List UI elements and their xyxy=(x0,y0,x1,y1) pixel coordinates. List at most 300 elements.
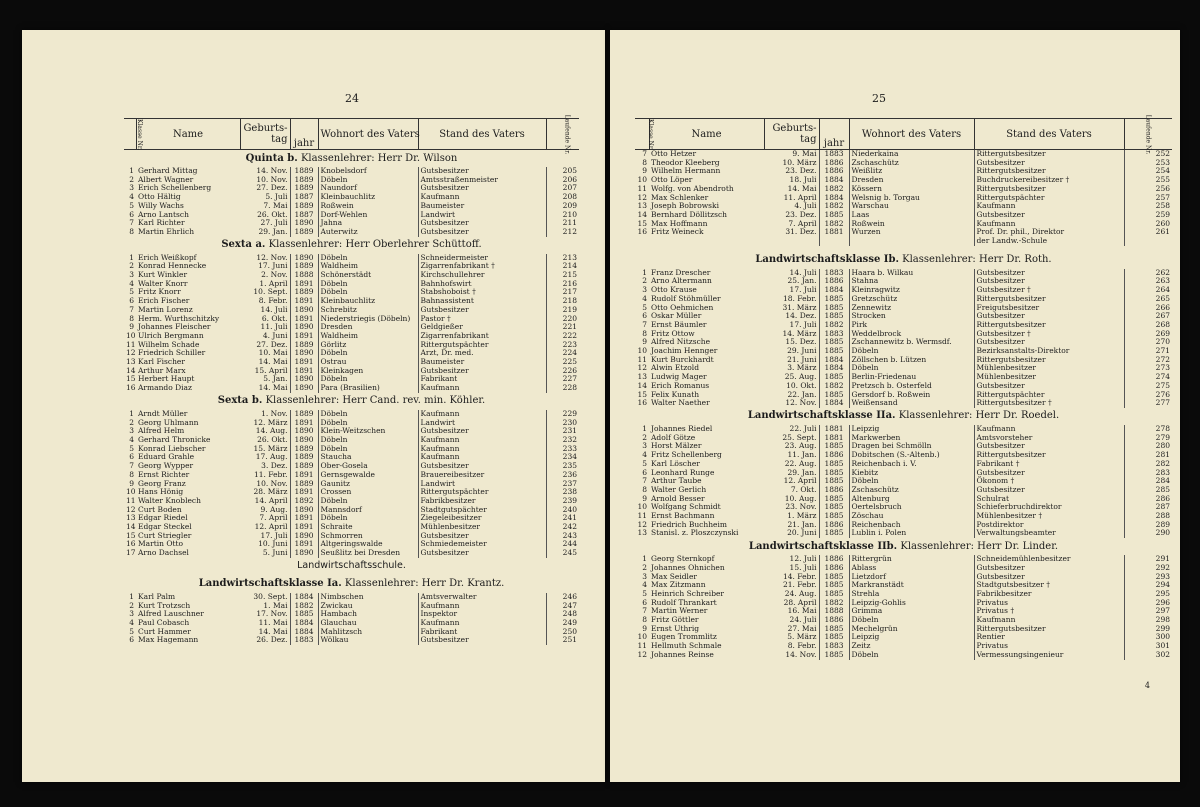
cell-name: Ludwig Mager xyxy=(651,372,707,382)
cell-geburtstag: 10. Mai xyxy=(258,348,288,358)
cell-laufende-nr: 242 xyxy=(546,523,579,532)
cell-laufende-nr: 295 xyxy=(1124,590,1172,599)
cell-jahr: 1891 xyxy=(290,514,318,523)
cell-laufende-nr: 272 xyxy=(1124,356,1172,365)
cell-laufende-nr: 271 xyxy=(1124,347,1172,356)
cell-klasse-nr: 12 xyxy=(637,519,647,529)
cell-laufende-nr: 258 xyxy=(1124,202,1172,211)
section-title: Quinta b. xyxy=(245,152,298,164)
cell-jahr: 1882 xyxy=(819,599,849,608)
cell-jahr: 1890 xyxy=(290,306,318,315)
cell-jahr: 1886 xyxy=(819,616,849,625)
cell-wohnort: Pretzsch b. Osterfeld xyxy=(849,382,974,391)
cell-laufende-nr: 261 xyxy=(1124,228,1172,237)
cell-stand: Kaufmann xyxy=(974,202,1124,211)
section-title: Landwirtschaftsklasse Ia. xyxy=(198,578,342,590)
section-heading-row xyxy=(635,252,1172,269)
cell-laufende-nr: 207 xyxy=(546,184,579,193)
cell-stand: Rentier xyxy=(974,633,1124,642)
cell-wohnort: Dorf-Wehlen xyxy=(318,211,418,220)
cell-jahr: 1884 xyxy=(290,593,318,602)
cell-geburtstag: 12. Juli xyxy=(789,554,817,564)
cell-klasse-nr: 15 xyxy=(637,389,647,399)
cell-stand: Gutsbesitzer xyxy=(974,312,1124,321)
cell-laufende-nr: 293 xyxy=(1124,573,1172,582)
cell-jahr: 1890 xyxy=(290,506,318,515)
cell-wohnort: Döbeln xyxy=(849,477,974,486)
cell-wohnort: Welsnig b. Torgau xyxy=(849,194,974,203)
cell-jahr: 1883 xyxy=(819,269,849,278)
cell-laufende-nr: 246 xyxy=(546,593,579,602)
cell-jahr: 1887 xyxy=(290,211,318,220)
cell-wohnort: Döbeln xyxy=(318,375,418,384)
cell-geburtstag: 10. März xyxy=(782,157,817,167)
cell-klasse-nr: 6 xyxy=(129,296,134,306)
cell-klasse-nr: 16 xyxy=(637,398,647,408)
cell-geburtstag: 15. April xyxy=(254,365,288,375)
cell-geburtstag: 23. Dez. xyxy=(785,166,817,176)
cell-wohnort: Niederkaina xyxy=(849,150,974,159)
cell-klasse-nr: 10 xyxy=(637,632,647,642)
cell-klasse-nr: 14 xyxy=(126,522,136,532)
cell-wohnort: Zschannewitz b. Wermsdf. xyxy=(849,338,974,347)
cell-name: Walter Knoblech xyxy=(138,495,201,505)
cell-laufende-nr: 277 xyxy=(1124,399,1172,408)
cell-stand: Rittergutsbesitzer † xyxy=(974,399,1124,408)
section-title: Landwirtschaftsklasse Ib. xyxy=(755,254,899,266)
col-stand: Stand des Vaters xyxy=(974,119,1124,150)
table-row xyxy=(635,269,1172,278)
cell-jahr: 1885 xyxy=(819,347,849,356)
cell-klasse-nr: 4 xyxy=(129,278,134,288)
cell-geburtstag: 21. Jan. xyxy=(787,519,817,529)
cell-laufende-nr: 214 xyxy=(546,262,579,271)
cell-klasse-nr: 1 xyxy=(129,408,134,418)
cell-klasse-nr: 1 xyxy=(642,267,647,277)
cell-wohnort: Staucha xyxy=(318,453,418,462)
cell-name: Martin Werner xyxy=(651,606,708,616)
cell-wohnort: Gaunitz xyxy=(318,480,418,489)
cell-jahr: 1887 xyxy=(290,193,318,202)
cell-klasse-nr: 6 xyxy=(642,311,647,321)
cell-klasse-nr: 1 xyxy=(129,591,134,601)
cell-geburtstag: 14. Mai xyxy=(258,626,288,636)
cell-stand: Postdirektor xyxy=(974,521,1124,530)
cell-name: Ernst Uthrig xyxy=(651,623,700,633)
table-row xyxy=(635,391,1172,400)
cell-jahr: 1885 xyxy=(819,211,849,220)
cell-klasse-nr: 3 xyxy=(642,571,647,581)
cell-name: Rudolf Stöhmüller xyxy=(651,293,721,303)
cell-wohnort: Strocken xyxy=(849,312,974,321)
cell-laufende-nr: 252 xyxy=(1124,150,1172,159)
cell-name: Arthur Taube xyxy=(651,476,702,486)
cell-geburtstag: 11. Mai xyxy=(258,617,288,627)
cell-wohnort: Knobelsdorf xyxy=(318,167,418,176)
cell-geburtstag: 24. Juli xyxy=(789,615,817,625)
cell-wohnort: Weddelbrock xyxy=(849,330,974,339)
cell-geburtstag: 7. Okt. xyxy=(790,484,817,494)
cell-name: Wilhelm Schade xyxy=(138,339,200,349)
cell-laufende-nr: 239 xyxy=(546,497,579,506)
cell-klasse-nr: 10 xyxy=(637,346,647,356)
table-row xyxy=(124,480,579,489)
cell-laufende-nr: 291 xyxy=(1124,555,1172,564)
table-row xyxy=(635,356,1172,365)
cell-jahr: 1885 xyxy=(819,529,849,538)
table-row xyxy=(124,228,579,237)
cell-klasse-nr: 9 xyxy=(642,337,647,347)
section-heading xyxy=(635,252,1172,269)
cell-stand: Amtsstraßenmeister xyxy=(418,176,546,185)
cell-klasse-nr: 13 xyxy=(637,372,647,382)
cell-wohnort: Schrebitz xyxy=(318,306,418,315)
cell-stand: Schneidemühlenbesitzer xyxy=(974,555,1124,564)
cell-laufende-nr: 235 xyxy=(546,462,579,471)
cell-laufende-nr: 270 xyxy=(1124,338,1172,347)
cell-jahr: 1890 xyxy=(290,549,318,558)
cell-geburtstag: 22. Aug. xyxy=(784,458,817,468)
cell-jahr: 1889 xyxy=(290,445,318,454)
cell-laufende-nr xyxy=(1124,237,1172,246)
cell-stand: Rittergutspächter xyxy=(418,488,546,497)
cell-jahr: 1891 xyxy=(290,358,318,367)
table-row xyxy=(124,280,579,289)
cell-klasse-nr: 3 xyxy=(642,441,647,451)
cell-geburtstag: 27. Juli xyxy=(260,218,288,228)
cell-name: Arthur Marx xyxy=(138,365,186,375)
cell-klasse-nr: 8 xyxy=(642,615,647,625)
cell-wohnort: Kleinragwitz xyxy=(849,286,974,295)
cell-stand: Kaufmann xyxy=(974,425,1124,434)
cell-name: Wolfg. von Abendroth xyxy=(651,183,734,193)
cell-name: Kurt Winkler xyxy=(138,270,188,280)
cell-name: Johannes Ohnichen xyxy=(651,562,725,572)
cell-wohnort: Görlitz xyxy=(318,341,418,350)
cell-stand: Rittergutsbesitzer xyxy=(974,295,1124,304)
cell-stand: Privatus xyxy=(974,599,1124,608)
cell-jahr: 1885 xyxy=(290,610,318,619)
cell-wohnort: Auterwitz xyxy=(318,228,418,237)
cell-geburtstag: 29. Jan. xyxy=(787,467,817,477)
cell-jahr: 1891 xyxy=(290,315,318,324)
cell-geburtstag: 14. April xyxy=(254,495,288,505)
cell-jahr: 1886 xyxy=(819,167,849,176)
cell-laufende-nr: 282 xyxy=(1124,460,1172,469)
cell-geburtstag: 10. Sept. xyxy=(253,287,288,297)
cell-wohnort: Zennewitz xyxy=(849,304,974,313)
table-row xyxy=(124,211,579,220)
cell-klasse-nr: 15 xyxy=(126,374,136,384)
cell-klasse-nr: 16 xyxy=(126,539,136,549)
cell-klasse-nr: 13 xyxy=(126,513,136,523)
cell-geburtstag: 30. Sept. xyxy=(253,591,288,601)
cell-jahr: 1890 xyxy=(290,323,318,332)
cell-geburtstag: 21. Febr. xyxy=(783,580,817,590)
cell-jahr: 1889 xyxy=(290,262,318,271)
cell-geburtstag: 17. Juli xyxy=(260,530,288,540)
cell-klasse-nr: 7 xyxy=(642,319,647,329)
cell-geburtstag: 28. März xyxy=(253,487,288,497)
cell-wohnort: Markwerben xyxy=(849,434,974,443)
cell-geburtstag: 21. Juni xyxy=(787,354,817,364)
table-row xyxy=(635,167,1172,176)
table-row xyxy=(635,460,1172,469)
cell-geburtstag: 12. März xyxy=(253,417,288,427)
cell-name: Konrad Liebscher xyxy=(138,443,206,453)
cell-laufende-nr: 257 xyxy=(1124,194,1172,203)
cell-laufende-nr: 264 xyxy=(1124,286,1172,295)
cell-klasse-nr: 4 xyxy=(129,192,134,202)
cell-stand: Kaufmann xyxy=(418,453,546,462)
school-heading: Landwirtschaftsschule. xyxy=(297,560,406,572)
cell-wohnort: Kleinbauchlitz xyxy=(318,193,418,202)
cell-klasse-nr: 12 xyxy=(126,348,136,358)
cell-name: Franz Drescher xyxy=(651,267,711,277)
cell-name: Edgar Riedel xyxy=(138,513,188,523)
cell-geburtstag: 23. Aug. xyxy=(784,441,817,451)
cell-laufende-nr: 255 xyxy=(1124,176,1172,185)
cell-laufende-nr: 227 xyxy=(546,375,579,384)
cell-geburtstag: 31. Dez. xyxy=(785,227,817,237)
col-stand: Stand des Vaters xyxy=(418,119,546,150)
cell-laufende-nr: 268 xyxy=(1124,321,1172,330)
cell-jahr: 1885 xyxy=(819,651,849,660)
cell-name: Friedrich Schiller xyxy=(138,348,206,358)
cell-klasse-nr: 1 xyxy=(129,252,134,262)
cell-wohnort: Zwickau xyxy=(318,602,418,611)
cell-wohnort: Wölkau xyxy=(318,636,418,645)
cell-jahr: 1890 xyxy=(290,532,318,541)
cell-geburtstag: 14. März xyxy=(782,328,817,338)
cell-klasse-nr: 8 xyxy=(642,484,647,494)
cell-klasse-nr: 5 xyxy=(642,458,647,468)
cell-laufende-nr: 299 xyxy=(1124,625,1172,634)
cell-geburtstag: 27. Dez. xyxy=(256,339,288,349)
cell-klasse-nr: 7 xyxy=(642,149,647,158)
cell-laufende-nr: 220 xyxy=(546,315,579,324)
cell-laufende-nr: 250 xyxy=(546,628,579,637)
cell-geburtstag: 27. Dez. xyxy=(256,183,288,193)
cell-klasse-nr: 3 xyxy=(129,609,134,619)
cell-jahr: 1888 xyxy=(290,271,318,280)
cell-stand: Landwirt xyxy=(418,480,546,489)
cell-jahr: 1889 xyxy=(290,480,318,489)
cell-name: Max Hoffmann xyxy=(651,218,708,228)
cell-laufende-nr: 297 xyxy=(1124,607,1172,616)
cell-name: Erich Fischer xyxy=(138,296,190,306)
cell-geburtstag: 14. Febr. xyxy=(783,571,817,581)
cell-laufende-nr: 300 xyxy=(1124,633,1172,642)
cell-stand: Gutsbesitzer xyxy=(974,382,1124,391)
cell-stand: Fabrikbesitzer xyxy=(974,590,1124,599)
cell-name: Ulrich Bergmann xyxy=(138,330,204,340)
cell-klasse-nr: 2 xyxy=(642,276,647,286)
cell-laufende-nr: 211 xyxy=(546,219,579,228)
school-heading-row xyxy=(124,558,579,576)
cell-geburtstag: 8. Febr. xyxy=(258,296,288,306)
cell-laufende-nr: 228 xyxy=(546,384,579,393)
cell-name: Martin Otto xyxy=(138,539,184,549)
cell-jahr xyxy=(819,237,849,246)
cell-geburtstag: 1. Nov. xyxy=(261,408,288,418)
cell-name: Hellmuth Schmale xyxy=(651,641,722,651)
cell-name: Bernhard Döllitzsch xyxy=(651,209,728,219)
cell-stand: Freigutsbesitzer xyxy=(974,304,1124,313)
cell-wohnort: Leipzig-Gohlis xyxy=(849,599,974,608)
col-laufende-nr: Laufende Nr. xyxy=(1124,119,1172,150)
cell-stand: Gutsbesitzer xyxy=(974,442,1124,451)
cell-klasse-nr: 13 xyxy=(637,201,647,211)
cell-name: Wilhelm Hermann xyxy=(651,166,721,176)
cell-klasse-nr: 1 xyxy=(642,423,647,433)
cell-laufende-nr: 285 xyxy=(1124,486,1172,495)
cell-stand: Privatus xyxy=(974,642,1124,651)
cell-name: Georg Sternkopf xyxy=(651,554,715,564)
cell-geburtstag: 5. März xyxy=(787,632,817,642)
cell-jahr: 1890 xyxy=(290,436,318,445)
cell-name: Erich Schellenberg xyxy=(138,183,212,193)
cell-jahr: 1884 xyxy=(819,194,849,203)
cell-klasse-nr: 16 xyxy=(637,227,647,237)
cell-jahr: 1882 xyxy=(819,185,849,194)
cell-stand: Gutsbesitzer xyxy=(974,469,1124,478)
cell-jahr: 1882 xyxy=(819,321,849,330)
cell-name: Ernst Bachmann xyxy=(651,511,715,521)
cell-name: Adolf Götze xyxy=(651,432,696,442)
cell-jahr: 1883 xyxy=(290,636,318,645)
cell-name: Rudolf Thrankart xyxy=(651,597,717,607)
table-row xyxy=(635,277,1172,286)
cell-stand: Kaufmann xyxy=(418,436,546,445)
cell-laufende-nr: 237 xyxy=(546,480,579,489)
cell-klasse-nr: 7 xyxy=(129,304,134,314)
cell-klasse-nr: 2 xyxy=(129,417,134,427)
cell-laufende-nr: 275 xyxy=(1124,382,1172,391)
cell-stand: Schieferbruchdirektor xyxy=(974,503,1124,512)
cell-stand: Rittergutspächter xyxy=(974,194,1124,203)
cell-name: Martin Ehrlich xyxy=(138,226,195,236)
cell-wohnort: Jahna xyxy=(318,219,418,228)
cell-laufende-nr: 288 xyxy=(1124,512,1172,521)
cell-name: Leonhard Runge xyxy=(651,467,715,477)
cell-stand: Gutsbesitzer xyxy=(974,573,1124,582)
cell-stand: Rittergutsbesitzer xyxy=(974,356,1124,365)
cell-klasse-nr: 9 xyxy=(642,623,647,633)
cell-name: Alfred Nitzsche xyxy=(651,337,711,347)
table-row xyxy=(635,599,1172,608)
cell-wohnort: Warschau xyxy=(849,202,974,211)
student-table xyxy=(635,114,1172,660)
cell-klasse-nr: 4 xyxy=(642,580,647,590)
cell-jahr: 1885 xyxy=(819,295,849,304)
cell-wohnort: Schönerstädt xyxy=(318,271,418,280)
cell-jahr: 1890 xyxy=(290,254,318,263)
cell-wohnort: Roßwein xyxy=(849,220,974,229)
cell-name: Karl Richter xyxy=(138,218,185,228)
cell-laufende-nr: 232 xyxy=(546,436,579,445)
cell-klasse-nr: 8 xyxy=(129,226,134,236)
col-wohnort: Wohnort des Vaters xyxy=(318,119,418,150)
cell-jahr: 1885 xyxy=(819,304,849,313)
cell-jahr: 1890 xyxy=(290,375,318,384)
cell-wohnort: Mechelgrün xyxy=(849,625,974,634)
cell-jahr: 1889 xyxy=(290,228,318,237)
cell-jahr: 1885 xyxy=(819,373,849,382)
cell-jahr: 1885 xyxy=(819,477,849,486)
cell-name: Ernst Richter xyxy=(138,469,190,479)
cell-klasse-nr: 15 xyxy=(126,530,136,540)
cell-stand: Gutsbesitzer xyxy=(418,549,546,558)
cell-stand: Geldgießer xyxy=(418,323,546,332)
cell-name: Johannes Fleischer xyxy=(138,322,211,332)
cell-jahr: 1885 xyxy=(819,460,849,469)
cell-laufende-nr: 240 xyxy=(546,506,579,515)
cell-geburtstag: 6. Okt. xyxy=(261,313,288,323)
cell-klasse-nr: 5 xyxy=(129,200,134,210)
cell-wohnort: Döbeln xyxy=(318,176,418,185)
cell-laufende-nr: 233 xyxy=(546,445,579,454)
cell-jahr: 1882 xyxy=(819,220,849,229)
cell-laufende-nr: 287 xyxy=(1124,503,1172,512)
cell-geburtstag: 24. Aug. xyxy=(784,588,817,598)
cell-klasse-nr: 14 xyxy=(126,365,136,375)
cell-name: Max Schlenker xyxy=(651,192,709,202)
cell-klasse-nr: 2 xyxy=(129,174,134,184)
cell-name: Ernst Bäumler xyxy=(651,319,707,329)
cell-jahr: 1889 xyxy=(290,176,318,185)
cell-wohnort: Grimma xyxy=(849,607,974,616)
cell-wohnort: Wurzen xyxy=(849,228,974,237)
cell-jahr: 1891 xyxy=(290,332,318,341)
cell-wohnort xyxy=(849,237,974,246)
cell-name: Wolfgang Schmidt xyxy=(651,502,721,512)
cell-wohnort: Ostrau xyxy=(318,358,418,367)
cell-wohnort: Reichenbach xyxy=(849,521,974,530)
cell-wohnort: Nimbschen xyxy=(318,593,418,602)
cell-stand: Rittergutsbesitzer xyxy=(974,167,1124,176)
cell-laufende-nr: 205 xyxy=(546,167,579,176)
cell-wohnort: Ablass xyxy=(849,564,974,573)
cell-name: Max Hagemann xyxy=(138,635,199,645)
cell-stand: Kaufmann xyxy=(974,220,1124,229)
table-row xyxy=(635,321,1172,330)
cell-klasse-nr: 2 xyxy=(642,562,647,572)
table-row xyxy=(635,477,1172,486)
cell-wohnort: Reichenbach i. V. xyxy=(849,460,974,469)
cell-geburtstag: 17. Nov. xyxy=(256,609,288,619)
cell-klasse-nr: 6 xyxy=(129,209,134,219)
table-row xyxy=(635,564,1172,573)
cell-geburtstag: 23. Nov. xyxy=(785,502,817,512)
cell-stand: Gutsbesitzer xyxy=(418,367,546,376)
cell-klasse-nr: 5 xyxy=(642,302,647,312)
cell-stand: Rittergutsbesitzer xyxy=(974,321,1124,330)
cell-laufende-nr: 292 xyxy=(1124,564,1172,573)
cell-name: Alwin Etzold xyxy=(651,363,700,373)
cell-laufende-nr: 301 xyxy=(1124,642,1172,651)
cell-wohnort: Kiebitz xyxy=(849,469,974,478)
cell-klasse-nr: 7 xyxy=(129,218,134,228)
cell-name: Karl Löscher xyxy=(651,458,700,468)
cell-geburtstag: 17. Juli xyxy=(789,285,817,295)
cell-stand: Amtsverwalter xyxy=(418,593,546,602)
cell-laufende-nr: 262 xyxy=(1124,269,1172,278)
cell-wohnort: Mannsdorf xyxy=(318,506,418,515)
cell-jahr: 1891 xyxy=(290,367,318,376)
cell-jahr: 1889 xyxy=(290,288,318,297)
cell-stand: Gutsbesitzer xyxy=(418,306,546,315)
